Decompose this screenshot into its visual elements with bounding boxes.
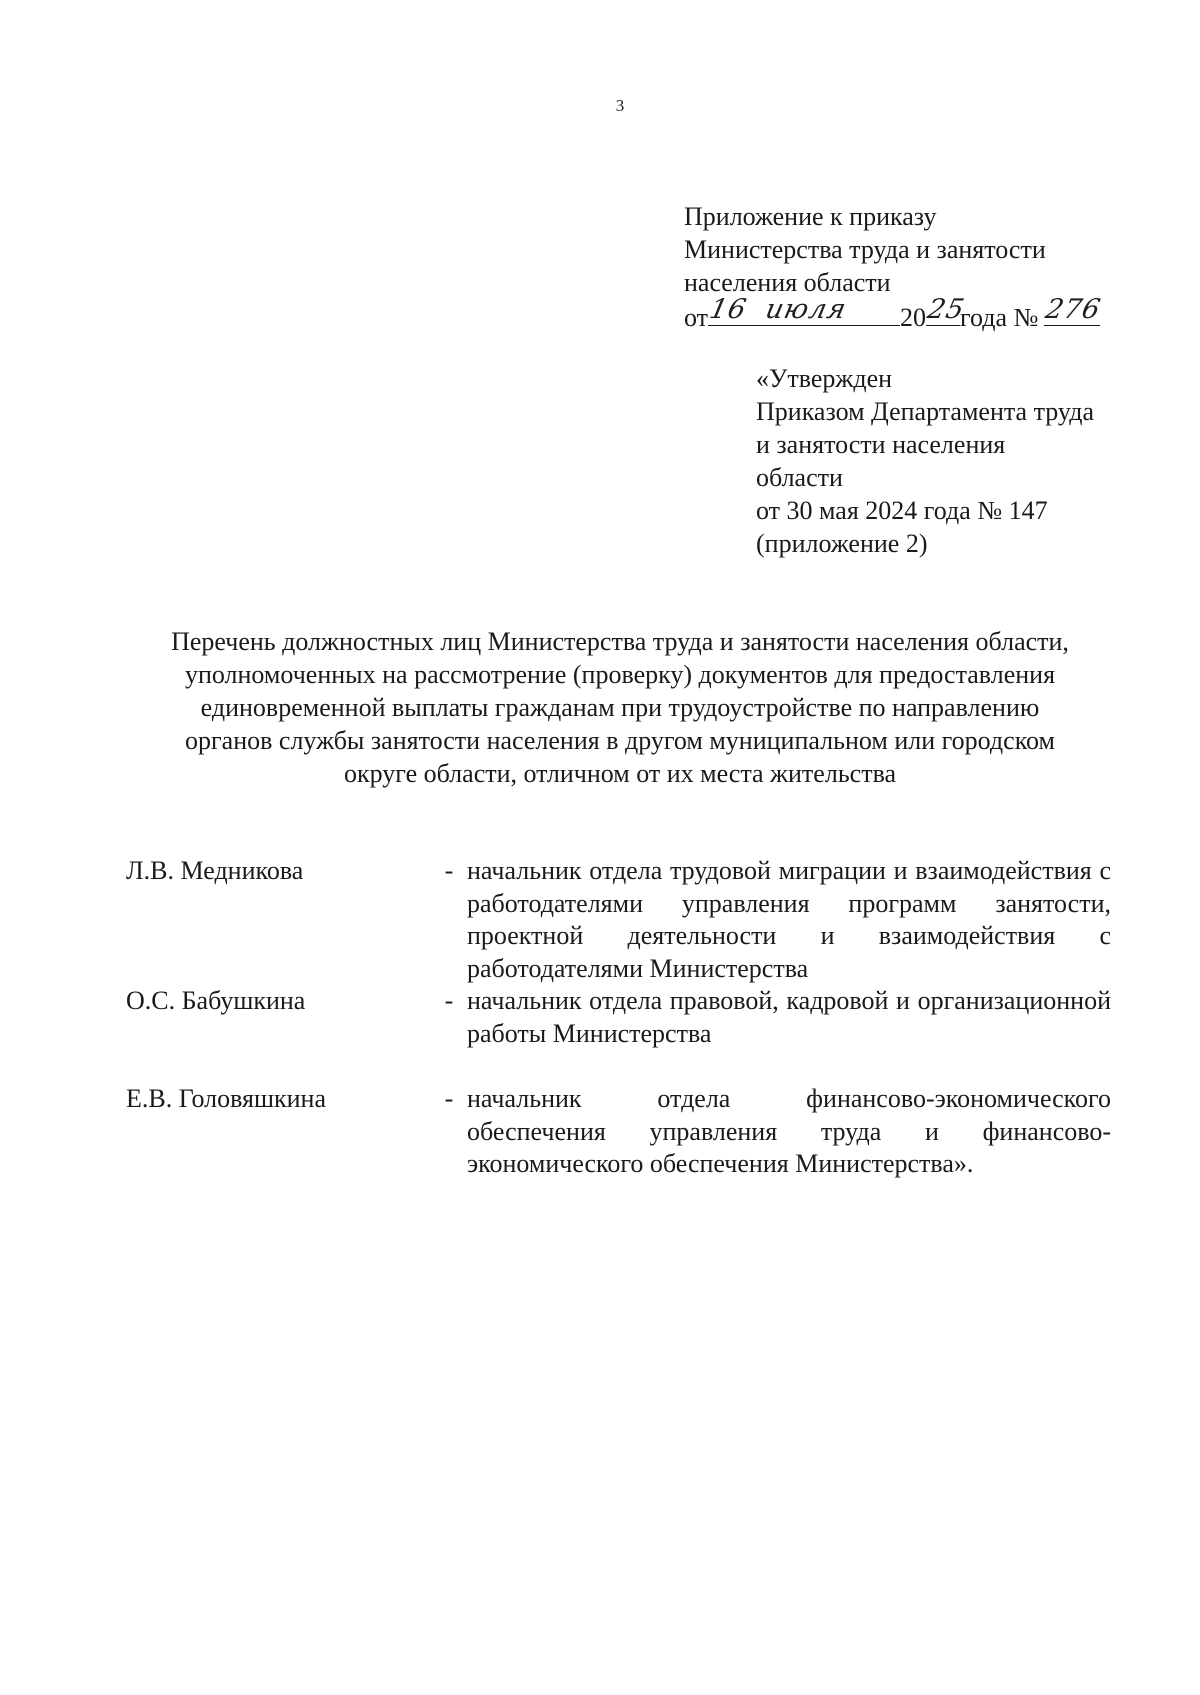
- handwritten-day: 16: [706, 294, 750, 325]
- official-position: начальник отдела правовой, кадровой и организационной работы Министерства: [467, 986, 1111, 1048]
- title-line-5: округе области, отличном от их места жительства: [343, 759, 897, 788]
- official-name: Е.В. Головяшкина: [126, 1084, 327, 1113]
- officials-list: [126, 855, 1111, 1181]
- title-line-3: единовременной выплаты гражданам при трудоустройстве по направлению: [200, 693, 1040, 722]
- official-position: начальник отдела трудовой миграции и взаимодействия с работодателями управления программ занятости, проектной деятельности и взаимодействия с работодателями Министерства: [467, 856, 1111, 983]
- handwritten-year: 25: [924, 294, 968, 325]
- official-name: Л.В. Медникова: [126, 856, 304, 885]
- approved-line-6: (приложение 2): [756, 529, 928, 558]
- document-title: [120, 625, 1120, 790]
- official-entry-3: [126, 1083, 1111, 1181]
- handwritten-month: июля: [762, 294, 850, 325]
- approved-line-4: области: [756, 463, 843, 492]
- appendix-line-3: населения области: [684, 268, 891, 297]
- approved-line-3: и занятости населения: [756, 430, 1006, 459]
- official-dash: -: [444, 986, 454, 1015]
- page-number: 3: [615, 96, 625, 115]
- order-date-line: [684, 294, 1164, 334]
- title-line-1: Перечень должностных лиц Министерства труда и занятости населения области,: [171, 627, 1069, 656]
- approved-block: [756, 362, 1176, 560]
- handwritten-number: 276: [1043, 294, 1105, 325]
- title-line-4: органов службы занятости населения в другом муниципальном или городском: [185, 726, 1055, 755]
- handwritten-number-field: [1043, 294, 1105, 326]
- date-prefix: от: [684, 303, 709, 332]
- official-dash: -: [444, 856, 454, 885]
- appendix-block: [684, 200, 1164, 334]
- handwritten-day-field: [706, 294, 754, 326]
- official-name: О.С. Бабушкина: [126, 986, 306, 1015]
- approved-line-2: Приказом Департамента труда: [756, 397, 1095, 426]
- approved-line-5: от 30 мая 2024 года № 147: [756, 496, 1048, 525]
- official-entry-1: [126, 855, 1111, 985]
- official-position: начальник отдела финансово-экономического обеспечения управления труда и финансово-экономического обеспечения Министерства».: [467, 1084, 1111, 1178]
- handwritten-month-field: [754, 294, 900, 326]
- official-dash: -: [444, 1084, 454, 1113]
- appendix-line-2: Министерства труда и занятости: [684, 235, 1046, 264]
- appendix-line-1: Приложение к приказу: [684, 202, 937, 231]
- year-suffix: года №: [960, 303, 1039, 332]
- approved-line-1: «Утвержден: [756, 364, 893, 393]
- year-prefix: 20: [900, 303, 927, 332]
- title-line-2: уполномоченных на рассмотрение (проверку) документов для предоставления: [184, 660, 1056, 689]
- handwritten-year-field: [924, 294, 968, 326]
- official-entry-2: [126, 985, 1111, 1050]
